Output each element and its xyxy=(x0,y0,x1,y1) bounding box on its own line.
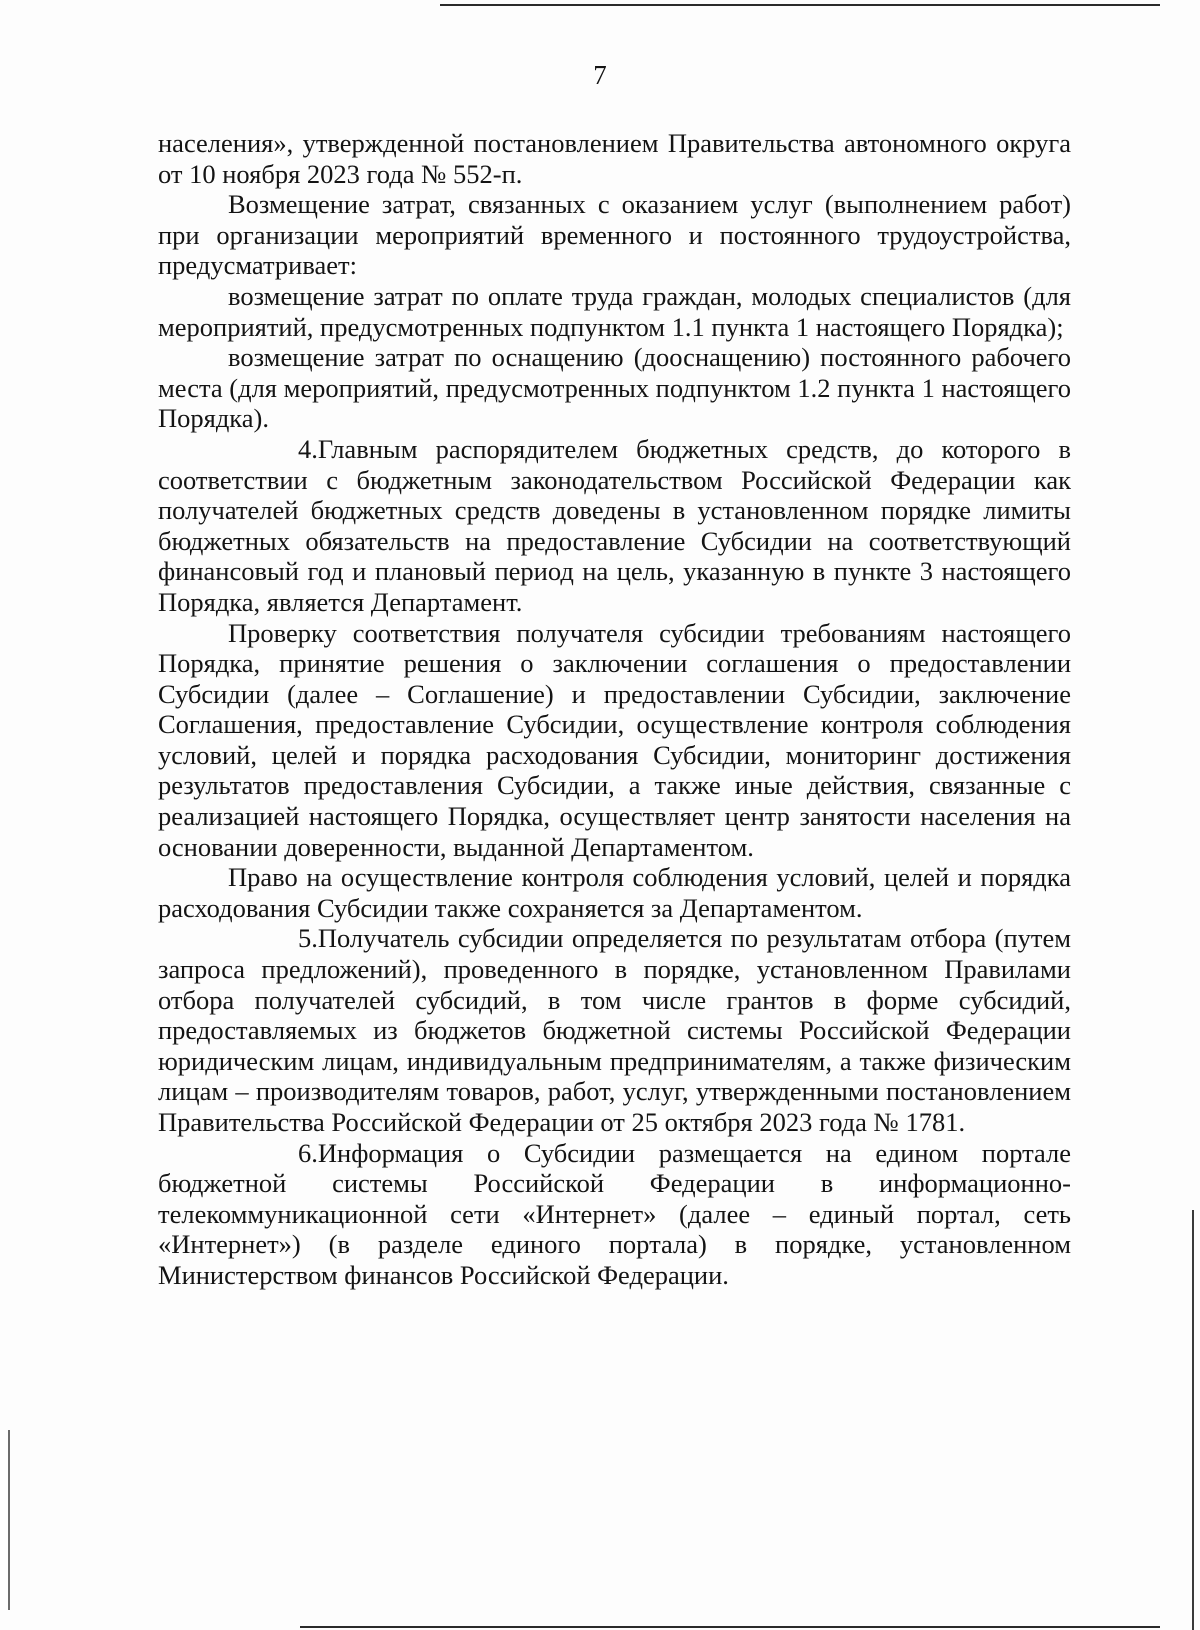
paragraph-number: 4. xyxy=(298,433,318,464)
paragraph-number: 5. xyxy=(298,923,318,954)
paragraph xyxy=(158,618,1071,863)
paragraph-text: Информация о Субсидии размещается на едином портале бюджетной системы Российской Федерации в информационно-телекоммуникационной сети «Интернет» (далее – единый портал, сеть «Интернет») (в разделе единого портала) в порядке, установленном Министерством финансов Российской Федерации. xyxy=(158,1137,1071,1290)
paragraph-text: Возмещение затрат, связанных с оказанием услуг (выполнением работ) при организации мероприятий временного и постоянного трудоустройства, предусматривает: xyxy=(158,189,1071,281)
paragraph-text: Получатель субсидии определяется по результатам отбора (путем запроса предложений), проведенного в порядке, установленном Правилами отбора получателей субсидий, в том числе грантов в форме субсидий, предоставляемых из бюджетов бюджетной системы Российской Федерации юридическим лицам, индивидуальным предпринимателям, а также физическим лицам – производителям товаров, работ, услуг, утвержденными постановлением Правительства Российской Федерации от 25 октября 2023 года № 1781. xyxy=(158,923,1071,1137)
scan-edge-right xyxy=(1192,1210,1194,1630)
numbered-paragraph xyxy=(158,434,1071,618)
paragraph xyxy=(158,128,1071,189)
numbered-paragraph xyxy=(158,1138,1071,1291)
paragraph-text: возмещение затрат по оплате труда граждан, молодых специалистов (для мероприятий, предусмотренных подпунктом 1.1 пункта 1 настоящего Порядка); xyxy=(158,280,1071,342)
paragraph-text: населения», утвержденной постановлением Правительства автономного округа от 10 ноября 2023 года № 552-п. xyxy=(158,128,1071,189)
paragraph-text: возмещение затрат по оснащению (дооснащению) постоянного рабочего места (для мероприятий, предусмотренных подпунктом 1.2 пункта 1 настоящего Порядка). xyxy=(158,342,1071,434)
numbered-paragraph xyxy=(158,923,1071,1137)
paragraph-text: Право на осуществление контроля соблюдения условий, целей и порядка расходования Субсидии также сохраняется за Департаментом. xyxy=(158,862,1071,923)
paragraph xyxy=(158,862,1071,923)
paragraph xyxy=(158,342,1071,434)
paragraph-text: Проверку соответствия получателя субсидии требованиям настоящего Порядка, принятие решения о заключении соглашения о предоставлении Субсидии (далее – Соглашение) и предоставлении Субсидии, заключение Соглашения, предоставление Субсидии, осуществление контроля соблюдения условий, целей и порядка расходования Субсидии, мониторинг достижения результатов предоставления Субсидии, а также иные действия, связанные с реализацией настоящего Порядка, осуществляет центр занятости населения на основании доверенности, выданной Департаментом. xyxy=(158,617,1071,862)
document-body xyxy=(158,128,1071,1291)
scan-edge-left xyxy=(8,1430,10,1610)
paragraph-number: 6. xyxy=(298,1137,318,1168)
paragraph-text: Главным распорядителем бюджетных средств, до которого в соответствии с бюджетным законодательством Российской Федерации как получателей бюджетных средств доведены в установленном порядке лимиты бюджетных обязательств на предоставление Субсидии на соответствующий финансовый год и плановый период на цель, указанную в пункте 3 настоящего Порядка, является Департамент. xyxy=(158,433,1071,617)
scan-edge-bottom xyxy=(300,1626,1160,1628)
paragraph xyxy=(158,189,1071,281)
scan-edge-top xyxy=(440,4,1160,6)
page-number: 7 xyxy=(593,60,607,90)
paragraph xyxy=(158,281,1071,342)
